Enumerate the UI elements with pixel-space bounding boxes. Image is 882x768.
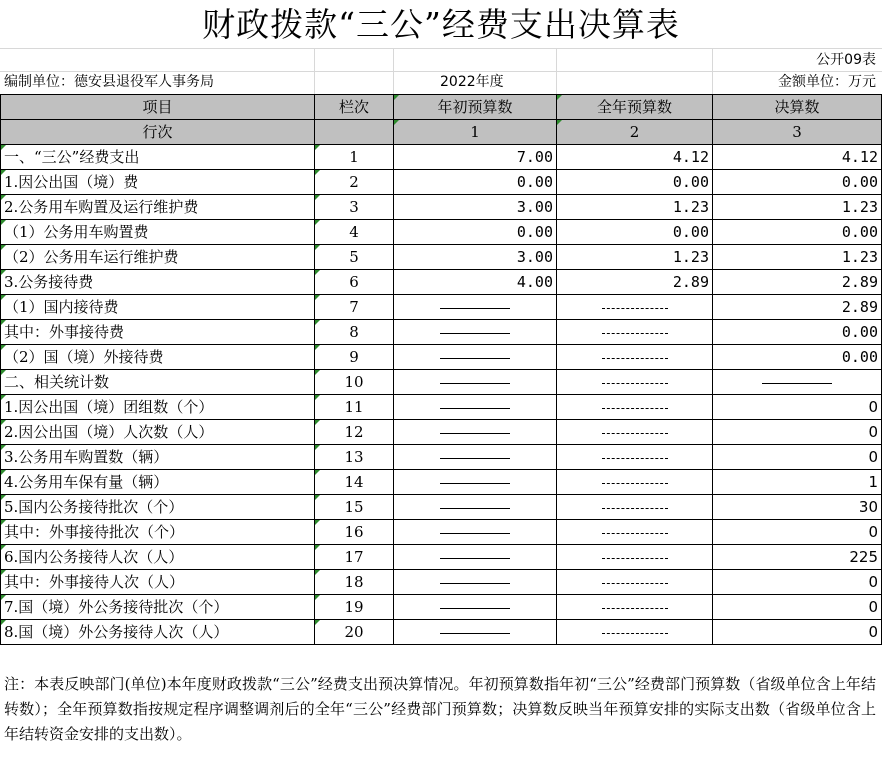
final-accounts-value: 0 bbox=[713, 395, 882, 420]
cell-marker bbox=[394, 95, 399, 100]
table-row bbox=[1, 370, 882, 395]
row-number: 16 bbox=[315, 520, 394, 545]
cell-marker bbox=[315, 395, 320, 400]
not-applicable-dash bbox=[394, 620, 557, 645]
not-applicable-dash bbox=[557, 370, 713, 395]
row-item-label: （2）国（境）外接待费 bbox=[1, 345, 315, 370]
not-applicable-dash bbox=[394, 320, 557, 345]
header-col-no: 栏次 bbox=[315, 95, 394, 120]
not-applicable-dash bbox=[394, 520, 557, 545]
dash-line bbox=[440, 558, 510, 559]
not-applicable-dash bbox=[557, 395, 713, 420]
cell-marker bbox=[1, 495, 6, 500]
cell-marker bbox=[394, 120, 399, 125]
dash-line bbox=[602, 483, 668, 484]
not-applicable-dash bbox=[557, 545, 713, 570]
table-row bbox=[1, 170, 882, 195]
initial-budget-value: 0.00 bbox=[394, 220, 557, 245]
table-row bbox=[1, 295, 882, 320]
cell-marker bbox=[1, 320, 6, 325]
cell-marker bbox=[1, 445, 6, 450]
not-applicable-dash bbox=[394, 595, 557, 620]
not-applicable-dash bbox=[394, 495, 557, 520]
table-row bbox=[1, 570, 882, 595]
row-item-label: 3.公务接待费 bbox=[1, 270, 315, 295]
row-number: 13 bbox=[315, 445, 394, 470]
index-3: 3 bbox=[713, 120, 882, 145]
dash-line bbox=[602, 358, 668, 359]
row-item-label: 其中：外事接待费 bbox=[1, 320, 315, 345]
full-year-budget-value: 2.89 bbox=[557, 270, 713, 295]
final-accounts-value: 0 bbox=[713, 595, 882, 620]
cell-marker bbox=[315, 170, 320, 175]
row-item-label: （2）公务用车运行维护费 bbox=[1, 245, 315, 270]
not-applicable-dash bbox=[713, 370, 882, 395]
dash-line bbox=[440, 358, 510, 359]
initial-budget-value: 0.00 bbox=[394, 170, 557, 195]
index-row bbox=[1, 120, 882, 145]
initial-budget-value: 3.00 bbox=[394, 245, 557, 270]
row-item-label: 其中：外事接待批次（个） bbox=[1, 520, 315, 545]
dash-line bbox=[602, 633, 668, 634]
dash-line bbox=[440, 383, 510, 384]
table-row bbox=[1, 495, 882, 520]
dash-line bbox=[440, 608, 510, 609]
final-accounts-value: 0 bbox=[713, 620, 882, 645]
row-item-label: （1）国内接待费 bbox=[1, 295, 315, 320]
initial-budget-value: 4.00 bbox=[394, 270, 557, 295]
not-applicable-dash bbox=[557, 320, 713, 345]
cell-marker bbox=[315, 420, 320, 425]
not-applicable-dash bbox=[557, 595, 713, 620]
row-item-label: 二、相关统计数 bbox=[1, 370, 315, 395]
final-accounts-value: 1.23 bbox=[713, 245, 882, 270]
full-year-budget-value: 1.23 bbox=[557, 245, 713, 270]
cell-marker bbox=[315, 470, 320, 475]
cell-marker bbox=[1, 420, 6, 425]
cell-marker bbox=[1, 545, 6, 550]
cell-marker bbox=[1, 395, 6, 400]
row-number: 17 bbox=[315, 545, 394, 570]
header-row bbox=[1, 95, 882, 120]
row-number: 18 bbox=[315, 570, 394, 595]
cell-marker bbox=[315, 620, 320, 625]
cell-marker bbox=[315, 145, 320, 150]
final-accounts-value: 0 bbox=[713, 445, 882, 470]
cell-marker bbox=[315, 345, 320, 350]
full-year-budget-value: 4.12 bbox=[557, 145, 713, 170]
row-number: 11 bbox=[315, 395, 394, 420]
final-accounts-value: 0 bbox=[713, 420, 882, 445]
row-number: 4 bbox=[315, 220, 394, 245]
not-applicable-dash bbox=[557, 470, 713, 495]
row-number: 20 bbox=[315, 620, 394, 645]
table-row bbox=[1, 345, 882, 370]
final-accounts-value: 2.89 bbox=[713, 270, 882, 295]
not-applicable-dash bbox=[394, 545, 557, 570]
cell-marker bbox=[315, 545, 320, 550]
row-number: 15 bbox=[315, 495, 394, 520]
dash-line bbox=[602, 608, 668, 609]
row-number: 10 bbox=[315, 370, 394, 395]
table-row bbox=[1, 320, 882, 345]
cell-marker bbox=[315, 445, 320, 450]
cell-marker bbox=[315, 320, 320, 325]
not-applicable-dash bbox=[394, 470, 557, 495]
cell-marker bbox=[1, 170, 6, 175]
not-applicable-dash bbox=[557, 445, 713, 470]
final-accounts-value: 225 bbox=[713, 545, 882, 570]
final-accounts-value: 0 bbox=[713, 570, 882, 595]
table-row bbox=[1, 195, 882, 220]
table-row bbox=[1, 420, 882, 445]
final-accounts-value: 0.00 bbox=[713, 320, 882, 345]
cell-marker bbox=[315, 370, 320, 375]
table-row bbox=[1, 395, 882, 420]
full-year-budget-value: 0.00 bbox=[557, 170, 713, 195]
header-item: 项目 bbox=[1, 95, 315, 120]
final-accounts-value: 2.89 bbox=[713, 295, 882, 320]
table-row bbox=[1, 620, 882, 645]
dash-line bbox=[602, 433, 668, 434]
final-accounts-value: 0 bbox=[713, 520, 882, 545]
not-applicable-dash bbox=[557, 420, 713, 445]
row-number: 5 bbox=[315, 245, 394, 270]
row-number: 2 bbox=[315, 170, 394, 195]
table-code: 公开09表 bbox=[816, 52, 876, 68]
dash-line bbox=[440, 633, 510, 634]
row-item-label: 2.公务用车购置及运行维护费 bbox=[1, 195, 315, 220]
cell-marker bbox=[315, 495, 320, 500]
dash-line bbox=[440, 308, 510, 309]
cell-marker bbox=[315, 245, 320, 250]
cell-marker bbox=[315, 220, 320, 225]
table-row bbox=[1, 145, 882, 170]
dash-line bbox=[602, 383, 668, 384]
dash-line bbox=[440, 483, 510, 484]
row-item-label: 2.因公出国（境）人次数（人） bbox=[1, 420, 315, 445]
row-number: 14 bbox=[315, 470, 394, 495]
amount-unit: 金额单位：万元 bbox=[778, 74, 876, 90]
footnote: 注：本表反映部门(单位)本年度财政拨款“三公”经费支出预决算情况。年初预算数指年初“三公”经费部门预算数（省级单位含上年结转数）；全年预算数指按规定程序调整调剂后的全年“三公”经费部门预算数；决算数反映当年预算安排的实际支出数（省级单位含上年结转资金安排的支出数）。 bbox=[4, 675, 876, 743]
row-label: 行次 bbox=[1, 120, 315, 145]
row-item-label: 6.国内公务接待人次（人） bbox=[1, 545, 315, 570]
cell-marker bbox=[315, 270, 320, 275]
not-applicable-dash bbox=[394, 370, 557, 395]
dash-line bbox=[602, 408, 668, 409]
final-accounts-value: 4.12 bbox=[713, 145, 882, 170]
not-applicable-dash bbox=[557, 620, 713, 645]
final-accounts-value: 0.00 bbox=[713, 170, 882, 195]
not-applicable-dash bbox=[557, 520, 713, 545]
initial-budget-value: 3.00 bbox=[394, 195, 557, 220]
table-row bbox=[1, 595, 882, 620]
dash-line bbox=[602, 508, 668, 509]
not-applicable-dash bbox=[557, 495, 713, 520]
table-row bbox=[1, 220, 882, 245]
cell-marker bbox=[1, 620, 6, 625]
not-applicable-dash bbox=[394, 395, 557, 420]
fiscal-year: 2022年度 bbox=[440, 74, 504, 90]
not-applicable-dash bbox=[557, 570, 713, 595]
dash-line bbox=[602, 558, 668, 559]
not-applicable-dash bbox=[394, 295, 557, 320]
row-number: 12 bbox=[315, 420, 394, 445]
table-row bbox=[1, 245, 882, 270]
page-title: 财政拨款“三公”经费支出决算表 bbox=[202, 5, 680, 44]
row-item-label: 1.因公出国（境）团组数（个） bbox=[1, 395, 315, 420]
header-full-year-budget: 全年预算数 bbox=[557, 95, 713, 120]
initial-budget-value: 7.00 bbox=[394, 145, 557, 170]
row-item-label: 7.国（境）外公务接待批次（个） bbox=[1, 595, 315, 620]
row-number: 9 bbox=[315, 345, 394, 370]
dash-line bbox=[602, 583, 668, 584]
dash-line bbox=[440, 583, 510, 584]
final-accounts-value: 0.00 bbox=[713, 220, 882, 245]
table-row bbox=[1, 470, 882, 495]
cell-marker bbox=[557, 120, 562, 125]
cell-marker bbox=[1, 295, 6, 300]
row-number: 3 bbox=[315, 195, 394, 220]
row-item-label: 一、“三公”经费支出 bbox=[1, 145, 315, 170]
cell-marker bbox=[315, 595, 320, 600]
row-number: 6 bbox=[315, 270, 394, 295]
row-number: 8 bbox=[315, 320, 394, 345]
cell-marker bbox=[1, 570, 6, 575]
index-2: 2 bbox=[557, 120, 713, 145]
dash-line bbox=[440, 533, 510, 534]
cell-marker bbox=[1, 595, 6, 600]
cell-marker bbox=[1, 145, 6, 150]
cell-marker bbox=[315, 570, 320, 575]
row-item-label: 3.公务用车购置数（辆） bbox=[1, 445, 315, 470]
dash-line bbox=[440, 458, 510, 459]
row-item-label: 5.国内公务接待批次（个） bbox=[1, 495, 315, 520]
table-row bbox=[1, 520, 882, 545]
row-item-label: 4.公务用车保有量（辆） bbox=[1, 470, 315, 495]
final-accounts-value: 1.23 bbox=[713, 195, 882, 220]
full-year-budget-value: 0.00 bbox=[557, 220, 713, 245]
dash-line bbox=[762, 383, 832, 384]
dash-line bbox=[602, 458, 668, 459]
not-applicable-dash bbox=[557, 345, 713, 370]
dash-line bbox=[440, 433, 510, 434]
not-applicable-dash bbox=[394, 345, 557, 370]
row-number: 7 bbox=[315, 295, 394, 320]
cell-marker bbox=[1, 520, 6, 525]
expenditure-table bbox=[0, 94, 882, 645]
not-applicable-dash bbox=[394, 420, 557, 445]
dash-line bbox=[602, 533, 668, 534]
not-applicable-dash bbox=[394, 570, 557, 595]
row-number: 19 bbox=[315, 595, 394, 620]
row-item-label: （1）公务用车购置费 bbox=[1, 220, 315, 245]
cell-marker bbox=[1, 195, 6, 200]
row-item-label: 8.国（境）外公务接待人次（人） bbox=[1, 620, 315, 645]
final-accounts-value: 30 bbox=[713, 495, 882, 520]
compiling-unit: 编制单位：德安县退役军人事务局 bbox=[4, 74, 214, 90]
dash-line bbox=[602, 308, 668, 309]
header-final-accounts: 决算数 bbox=[713, 95, 882, 120]
cell-marker bbox=[1, 270, 6, 275]
cell-marker bbox=[315, 295, 320, 300]
dash-line bbox=[440, 508, 510, 509]
dash-line bbox=[440, 333, 510, 334]
cell-marker bbox=[315, 520, 320, 525]
cell-marker bbox=[1, 470, 6, 475]
row-number: 1 bbox=[315, 145, 394, 170]
dash-line bbox=[440, 408, 510, 409]
index-1: 1 bbox=[394, 120, 557, 145]
dash-line bbox=[602, 333, 668, 334]
cell-marker bbox=[315, 195, 320, 200]
cell-marker bbox=[1, 220, 6, 225]
row-item-label: 其中：外事接待人次（人） bbox=[1, 570, 315, 595]
cell-marker bbox=[1, 245, 6, 250]
table-row bbox=[1, 445, 882, 470]
cell-marker bbox=[1, 345, 6, 350]
full-year-budget-value: 1.23 bbox=[557, 195, 713, 220]
header-initial-budget: 年初预算数 bbox=[394, 95, 557, 120]
not-applicable-dash bbox=[394, 445, 557, 470]
table-row bbox=[1, 545, 882, 570]
final-accounts-value: 1 bbox=[713, 470, 882, 495]
not-applicable-dash bbox=[557, 295, 713, 320]
cell-marker bbox=[1, 370, 6, 375]
final-accounts-value: 0.00 bbox=[713, 345, 882, 370]
row-item-label: 1.因公出国（境）费 bbox=[1, 170, 315, 195]
index-blank bbox=[315, 120, 394, 145]
table-row bbox=[1, 270, 882, 295]
cell-marker bbox=[557, 95, 562, 100]
